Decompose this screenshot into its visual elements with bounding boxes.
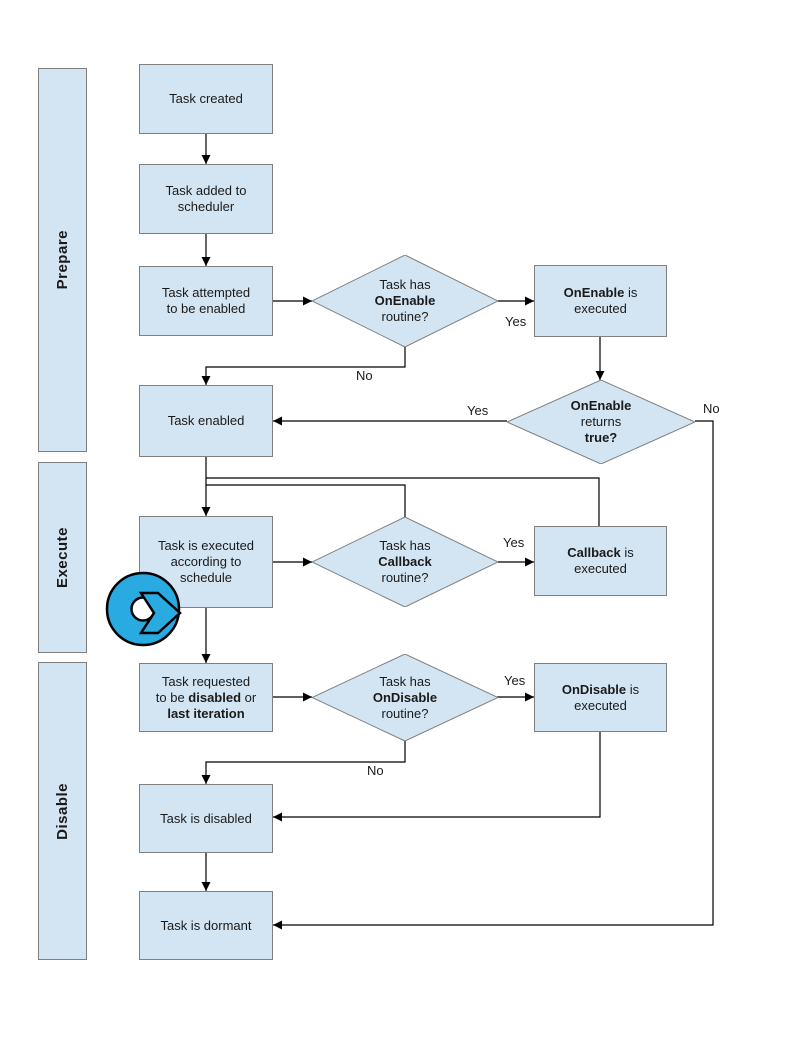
node-task-requested bbox=[139, 663, 273, 732]
phase-label-disable: Disable bbox=[54, 782, 71, 840]
decision-ondisable-routine bbox=[312, 654, 498, 741]
node-task-dormant-label: Task is dormant bbox=[160, 917, 252, 933]
arrow-onenable-no-to-enabled bbox=[206, 347, 405, 385]
node-callback-executed-line2: executed bbox=[574, 561, 627, 576]
node-callback-executed-line1: Callback is bbox=[567, 545, 634, 560]
edge-label-returns-yes: Yes bbox=[467, 403, 489, 418]
decision-onenable-routine bbox=[312, 255, 498, 347]
node-task-added-line2: scheduler bbox=[177, 199, 235, 214]
node-task-disabled bbox=[139, 784, 273, 853]
edge-label-onenable-yes: Yes bbox=[505, 314, 527, 329]
node-task-executed-line2: according to bbox=[170, 554, 242, 569]
decision-callback-line3: routine? bbox=[381, 570, 429, 585]
node-callback-executed bbox=[534, 526, 667, 596]
node-task-executed-line3: schedule bbox=[179, 570, 233, 585]
node-task-requested-line1: Task requested bbox=[161, 673, 251, 689]
node-task-executed-line1: Task is executed bbox=[157, 538, 255, 553]
decision-onenable-line2: OnEnable bbox=[374, 293, 436, 308]
decision-returns-line3: true? bbox=[584, 430, 618, 445]
node-task-added-line1: Task added to bbox=[165, 183, 247, 198]
edge-label-ondisable-no: No bbox=[367, 763, 384, 778]
node-task-attempted-line2: to be enabled bbox=[166, 301, 246, 316]
node-ondisable-executed bbox=[534, 663, 667, 732]
edge-label-onenable-no: No bbox=[356, 368, 373, 383]
decision-returns-line1: OnEnable bbox=[570, 398, 632, 413]
node-task-created bbox=[139, 64, 273, 134]
node-task-requested-line3: last iteration bbox=[167, 705, 245, 721]
node-task-disabled-label: Task is disabled bbox=[160, 810, 252, 826]
phase-bar-prepare bbox=[38, 68, 87, 452]
decision-onenable-line1: Task has bbox=[379, 277, 431, 292]
edge-label-returns-no: No bbox=[703, 401, 720, 416]
node-task-attempted bbox=[139, 266, 273, 336]
edge-label-ondisable-yes: Yes bbox=[504, 673, 526, 688]
node-onenable-executed-line1: OnEnable is bbox=[563, 285, 638, 300]
decision-returns-line2: returns bbox=[580, 414, 622, 429]
node-task-requested-line2: to be disabled or bbox=[155, 689, 257, 705]
node-task-enabled-label: Task enabled bbox=[167, 413, 245, 428]
node-task-created-label: Task created bbox=[169, 91, 243, 106]
decision-ondisable-line1: Task has bbox=[379, 673, 431, 689]
decision-ondisable-line3: routine? bbox=[381, 705, 429, 721]
phase-bar-execute bbox=[38, 462, 87, 653]
node-onenable-executed bbox=[534, 265, 667, 337]
decision-onenable-line3: routine? bbox=[381, 309, 429, 324]
phase-label-prepare: Prepare bbox=[54, 230, 71, 290]
phase-label-execute: Execute bbox=[54, 526, 71, 589]
node-task-attempted-line1: Task attempted bbox=[161, 285, 251, 300]
node-task-dormant bbox=[139, 891, 273, 960]
node-ondisable-executed-line2: executed bbox=[574, 697, 627, 713]
line-callback-no-loopback bbox=[206, 485, 405, 517]
node-task-enabled bbox=[139, 385, 273, 457]
decision-callback-routine bbox=[312, 517, 498, 607]
arrow-ondisableexec-to-disabled bbox=[273, 732, 600, 817]
node-task-added bbox=[139, 164, 273, 234]
node-ondisable-executed-line1: OnDisable is bbox=[561, 681, 640, 697]
decision-callback-line2: Callback bbox=[378, 554, 432, 569]
edge-label-callback-yes: Yes bbox=[503, 535, 525, 550]
node-onenable-executed-line2: executed bbox=[574, 301, 627, 316]
decision-ondisable-line2: OnDisable bbox=[372, 689, 438, 705]
loop-repeat-icon bbox=[101, 567, 185, 651]
phase-bar-disable bbox=[38, 662, 87, 960]
decision-callback-line1: Task has bbox=[379, 538, 431, 553]
decision-onenable-returns-true bbox=[507, 380, 695, 464]
